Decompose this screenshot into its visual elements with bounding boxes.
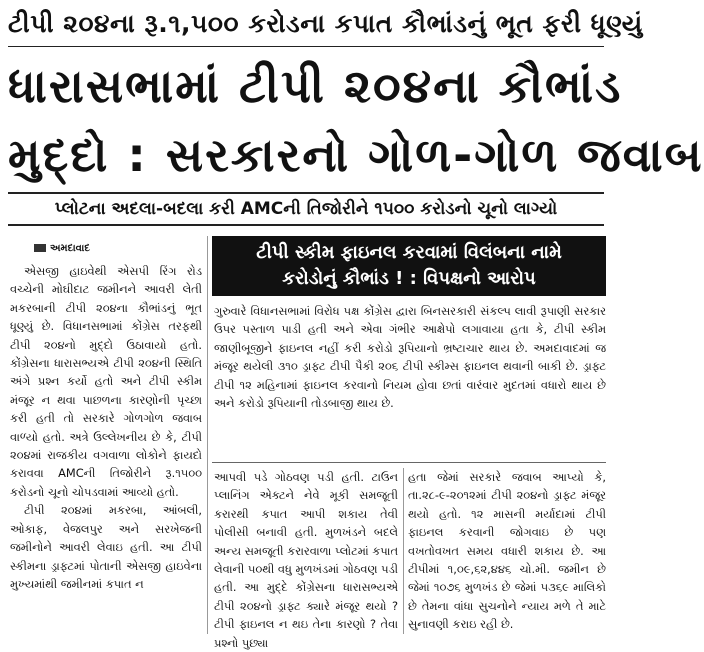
highlight-box (212, 236, 606, 296)
headline-line-2: મુદ્દો : સરકારનો ગોળ-ગોળ જવાબ (8, 128, 704, 182)
column-1-paragraph-1: એસજી હાઇવેથી એસપી રિંગ રોડ વચ્ચેની મોઘીદાટ જમીનને આવરી લેતી મકરબાની ટીપી ૨૦૪ના કૌભાંડનું ભૂત ધૂણ્યું છે. વિધાનસભામાં કોંગ્રેસ તરફથી ટીપી ૨૦૪નો મુદ્દો ઉઠાવાયો હતો. કોંગ્રેસના ધારાસભ્યએ ટીપી ૨૦૪ની સ્થિતિ અંગે પ્રશ્ન કર્યો હતો અને ટીપી સ્કીમ મંજૂર ન થવા પાછળના કારણોની પૃચ્છા કરી હતી તો સરકારે ગોળગોળ જવાબ વાળ્યો હતો. અત્રે ઉલ્લેખનીય છે કે, ટીપી ૨૦૪માં રાજકીય વગવાળા લોકોને ફાયદો કરાવવા AMCની તિજોરીને રૂ.૧૫૦૦ કરોડનો ચૂનો ચોપડવામાં આવ્યો હતો. (10, 264, 202, 499)
highlight-box-line-2: કરોડોનું કૌભાંડ ! : વિપક્ષનો આરોપ (282, 268, 536, 289)
headline-line-1: ધારાસભામાં ટીપી ૨૦૪ના કૌભાંડ (8, 59, 623, 113)
column-2 (214, 468, 399, 650)
lead-paragraph: ગુરુવારે વિધાનસભામાં વિરોધ પક્ષ કોંગ્રેસ દ્વારા બિનસરકારી સંકલ્પ લાવી રૂપાણી સરકાર ઉપર પસ્તાળ પાડી હતી અને એવા ગંભીર આક્ષેપો લગાવાયા હતા કે, ટીપી સ્કીમ જાણીબૂજીને ફાઇનલ નહીં કરી કરોડો રૂપિયાનો ભ્રષ્ટાચાર થાય છે. અમદાવાદમાં જ મંજૂર થયેલી ૩૧૦ ડ્રાફ્ટ ટીપી પૈકી ૨૦૬ ટીપી સ્કીમ્સ ફાઇનલ થવાની બાકી છે. ડ્રાફ્ટ ટીપી ૧૨ મહિનામાં ફાઇનલ કરવાનો નિયમ હોવા છતાં વારંવાર મુદતમાં વધારો થાય છે અને કરોડો રૂપિયાની તોડબાજી થાય છે. (214, 304, 606, 411)
lead-divider (212, 462, 606, 463)
column-3 (408, 468, 606, 634)
column-1 (10, 262, 202, 634)
dateline-bar (34, 244, 46, 252)
kicker: ટીપી ૨૦૪ના રૂ.૧,૫૦૦ કરોડના કપાત કૌભાંડનું ભૂત ફરી ધૂણ્યું (8, 9, 643, 38)
column-divider (403, 468, 404, 634)
subdeck: પ્લોટના અદલા-બદલા કરી AMCની તિજોરીને ૧૫૦૦ કરોડનો ચૂનો લાગ્યો (8, 192, 604, 226)
kicker-divider (8, 46, 604, 47)
column-2-paragraph-1: આપવી પડે ગોઠવણ પડી હતી. ટાઉન પ્લાનિંગ એક્ટને નેવે મૂકી સમજૂતી કરારથી કપાત આપી શકાય તેવી પોલીસી બનાવી હતી. મુળખંડને બદલે અન્ય સમજૂતી કરારવાળા પ્લોટમાં કપાત લેવાની ૫૦થી વધુ મુળખંડમાં ગોઠવણ પડી હતી. આ મુદ્દે કોંગ્રેસના ધારાસભ્યએ ટીપી ૨૦૪નો ડ્રાફ્ટ ક્યારે મંજૂર થયો ? ટીપી ફાઇનલ ન થઇ તેના કારણો ? તેવા પ્રશ્નો પુછ્યા (214, 470, 399, 650)
column-divider (207, 236, 208, 634)
dateline-text: અમદાવાદ (50, 243, 90, 254)
highlight-box-line-1: ટીપી સ્કીમ ફાઇનલ કરવામાં વિલંબના નામે (256, 242, 562, 263)
column-1-paragraph-2: ટીપી ૨૦૪માં મકરબા, આંબલી, ઓકાફ, વેજલપુર અને સરખેજની જમીનોને આવરી લેવાઇ હતી. આ ટીપી સ્કીમના ડ્રાફ્ટમાં પોતાની એસજી હાઇવેના મુખ્યમાંથી જમીનમાં કપાત ન (10, 503, 202, 591)
dateline (34, 240, 154, 258)
column-3-paragraph-1: હતા જેમાં સરકારે જવાબ આપ્યો કે, તા.૨૮-૯-૨૦૧૨માં ટીપી ૨૦૪નો ડ્રાફ્ટ મંજૂર થયો હતો. ૧૨ માસની મર્યાદામાં ટીપી ફાઇનલ કરવાની જોગવાઇ છે પણ વખતોવખત સમય વધારી શકાય છે. આ ટીપીમાં ૧,૦૯,૬૨,૪૪૬ ચો.મી. જમીન છે જેમાં ૧૦૭૬ મુળખંડ છે જેમાં ૫૩૬૯ માલિકો છે તેમના વાંધા સુચનોને ન્યાય મળે તે માટે સુનાવણી કરાઇ રહી છે. (408, 470, 606, 632)
